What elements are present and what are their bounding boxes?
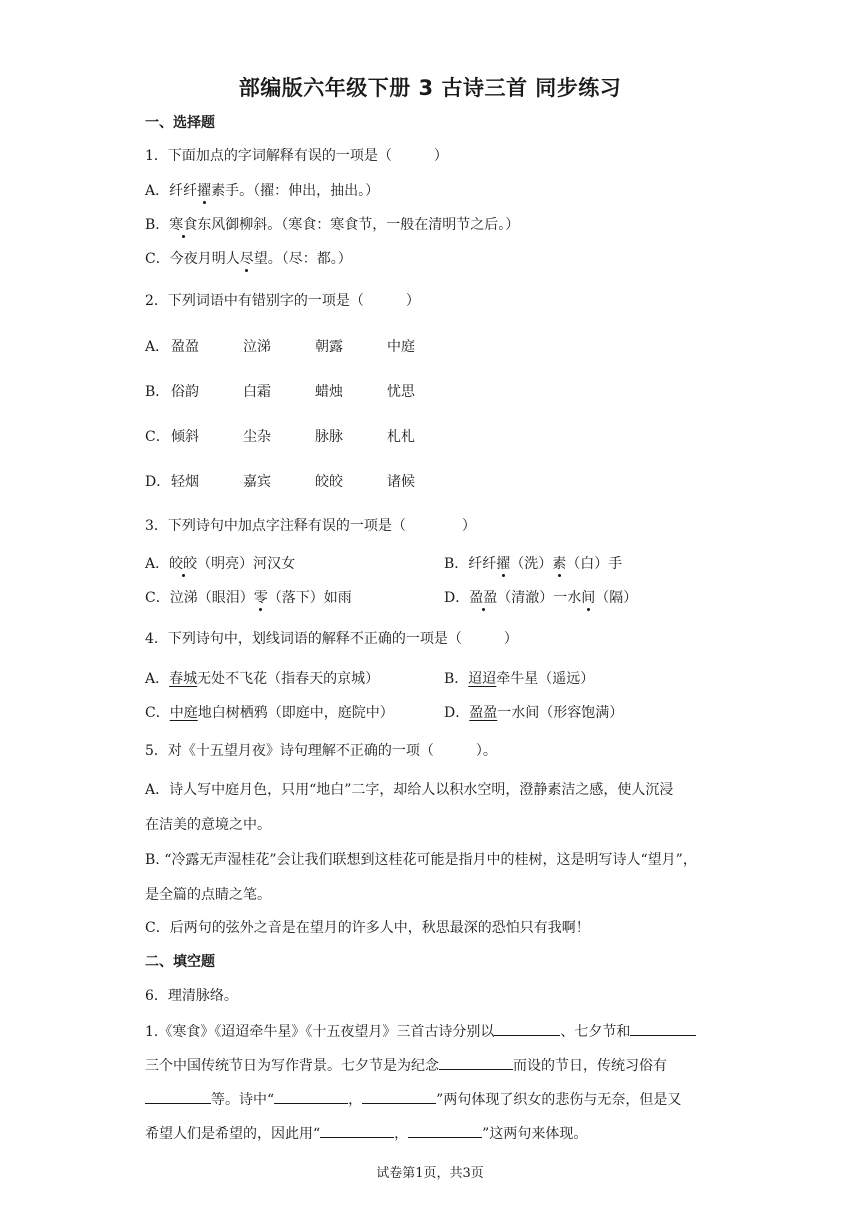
question-3-option-a: A．皎皎（明亮）河汉女: [145, 556, 296, 572]
question-1-option-c: C．今夜月明人尽望。（尽：都。）: [145, 251, 352, 267]
section-heading-fill: 二、填空题: [145, 954, 215, 970]
dotted-char: 寒食: [169, 217, 198, 233]
question-6-line-4: 希望人们是希望的，因此用“ ， ”这两句来体现。: [145, 1123, 587, 1144]
question-3-option-d: D．盈盈（清澈）一水间（隔）: [444, 590, 638, 606]
question-4-option-c: C．中庭地白树栖鸦（即庭中，庭院中）: [145, 705, 394, 721]
dotted-char: 皎皎: [169, 556, 198, 572]
dotted-char: 擢: [496, 556, 511, 572]
question-1-option-b: B．寒食东风御柳斜。（寒食：寒食节，一般在清明节之后。）: [145, 217, 520, 233]
dotted-char: 零: [253, 590, 268, 606]
question-3-option-c: C．泣涕（眼泪）零（落下）如雨: [145, 590, 352, 606]
question-6-line-1: 1.《寒食》《迢迢牵牛星》《十五夜望月》三首古诗分别以 、七夕节和: [145, 1021, 696, 1042]
underlined-word: 春城: [169, 671, 198, 687]
answer-blank[interactable]: [630, 1021, 696, 1036]
dotted-char: 盈盈: [469, 590, 498, 606]
answer-blank[interactable]: [362, 1089, 436, 1104]
question-5-stem: 5．对《十五望月夜》诗句理解不正确的一项（ ）。: [145, 743, 497, 759]
question-5-option-a-line2: 在洁美的意境之中。: [145, 817, 271, 833]
question-2-option-b: B． 俗韵 白霜 蜡烛 忧思: [145, 384, 415, 400]
question-5-option-b-line2: 是全篇的点睛之笔。: [145, 887, 271, 903]
section-heading-choice: 一、选择题: [145, 115, 215, 131]
underlined-word: 迢迢: [468, 671, 497, 687]
question-2-option-d: D．轻烟 嘉宾 皎皎 诸候: [145, 474, 415, 490]
answer-blank[interactable]: [320, 1123, 394, 1138]
question-4-option-a: A．春城无处不飞花（指春天的京城）: [145, 671, 380, 687]
answer-blank[interactable]: [408, 1123, 482, 1138]
dotted-char: 尽: [239, 251, 254, 267]
question-6-stem: 6．理清脉络。: [145, 988, 238, 1004]
question-2-stem: 2．下列词语中有错别字的一项是（ ）: [145, 293, 420, 309]
question-3-stem: 3．下列诗句中加点字注释有误的一项是（ ）: [145, 518, 476, 534]
question-3-option-b: B．纤纤擢（洗）素（白）手: [444, 556, 623, 572]
page-footer: 试卷第1页，共3页: [376, 1166, 484, 1181]
page-title: 部编版六年级下册 3 古诗三首 同步练习: [238, 76, 622, 100]
question-4-option-d: D．盈盈一水间（形容饱满）: [444, 705, 624, 721]
dotted-char: 擢: [197, 183, 212, 199]
question-4-option-b: B．迢迢牵牛星（遥远）: [444, 671, 595, 687]
question-1-stem: 1．下面加点的字词解释有误的一项是（ ）: [145, 148, 448, 164]
answer-blank[interactable]: [494, 1021, 560, 1036]
question-2-option-c: C．倾斜 尘杂 脉脉 札札: [145, 429, 415, 445]
dotted-char: 素: [552, 556, 567, 572]
answer-blank[interactable]: [274, 1089, 348, 1104]
dotted-char: 间: [581, 590, 596, 606]
question-2-option-a: A． 盈盈 泣涕 朝露 中庭: [145, 339, 415, 355]
question-5-option-c: C．后两句的弦外之音是在望月的许多人中，秋思最深的恐怕只有我啊！: [145, 920, 590, 936]
answer-blank[interactable]: [145, 1089, 211, 1104]
underlined-word: 中庭: [169, 705, 198, 721]
question-5-option-a-line1: A．诗人写中庭月色，只用“地白”二字，却给人以积水空明，澄静素洁之感，使人沉浸: [145, 782, 674, 798]
question-6-line-2: 三个中国传统节日为写作背景。七夕节是为纪念 而设的节日，传统习俗有: [145, 1055, 667, 1076]
answer-blank[interactable]: [439, 1055, 513, 1070]
question-5-option-b-line1: B. “冷露无声湿桂花”会让我们联想到这桂花可能是指月中的桂树，这是明写诗人“望月”，: [145, 852, 697, 868]
question-6-line-3: 等。诗中“ ， ”两句体现了织女的悲伤与无奈，但是又: [145, 1089, 681, 1110]
underlined-word: 盈盈: [469, 705, 498, 721]
question-1-option-a: A．纤纤擢素手。（擢：伸出，抽出。）: [145, 183, 380, 199]
question-4-stem: 4．下列诗句中，划线词语的解释不正确的一项是（ ）: [145, 631, 518, 647]
